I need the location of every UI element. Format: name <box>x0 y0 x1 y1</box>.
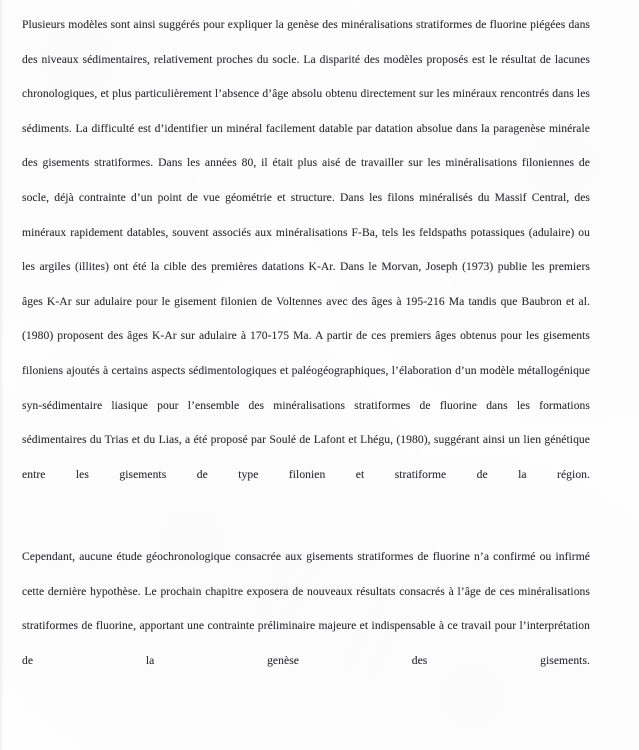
scan-gutter-shadow <box>0 0 4 750</box>
paragraph-2: Cependant, aucune étude géochronologique consacrée aux gisements stratiformes de fluorine n’a confirmé ou infirmé cette dernière hypothèse. Le prochain chapitre exposera de nouveaux résultats consacrés à l’âge de ces minéralisations stratiformes de fluorine, apportant une contrainte préliminaire majeure et indispensable à ce travail pour l’interprétation de la genèse des gisements. <box>22 549 590 667</box>
document-text-body <box>22 8 590 713</box>
paragraph-1: Plusieurs modèles sont ainsi suggérés pour expliquer la genèse des minéralisations stratiformes de fluorine piégées dans des niveaux sédimentaires, relativement proches du socle. La disparité des modèles proposés est le résultat de lacunes chronologiques, et plus particulièrement l’absence d’âge absolu obtenu directement sur les minéraux rencontrés dans les sédiments. La difficulté est d’identifier un minéral facilement datable par datation absolue dans la paragenèse minérale des gisements stratiformes. Dans les années 80, il était plus aisé de travailler sur les minéralisations filoniennes de socle, déjà contrainte d’un point de vue géométrie et structure. Dans les filons minéralisés du Massif Central, des minéraux rapidement datables, souvent associés aux minéralisations F-Ba, tels les feldspaths potassiques (adulaire) ou les argiles (illites) ont été la cible des premières datations K-Ar. Dans le Morvan, Joseph (1973) publie les premiers âges K-Ar sur adulaire pour le gisement filonien de Voltennes avec des âges à 195-216 Ma tandis que Baubron et al. (1980) proposent des âges K-Ar sur adulaire à 170-175 Ma. A partir de ces premiers âges obtenus pour les gisements filoniens ajoutés à certains aspects sédimentologiques et paléogéographiques, l’élaboration d’un modèle métallogénique syn-sédimentaire liasique pour l’ensemble des minéralisations stratiformes de fluorine dans les formations sédimentaires du Trias et du Lias, a été proposé par Soulé de Lafont et Lhégu, (1980), suggérant ainsi un lien génétique entre les gisements de type filonien et stratiforme de la région. <box>22 18 590 481</box>
